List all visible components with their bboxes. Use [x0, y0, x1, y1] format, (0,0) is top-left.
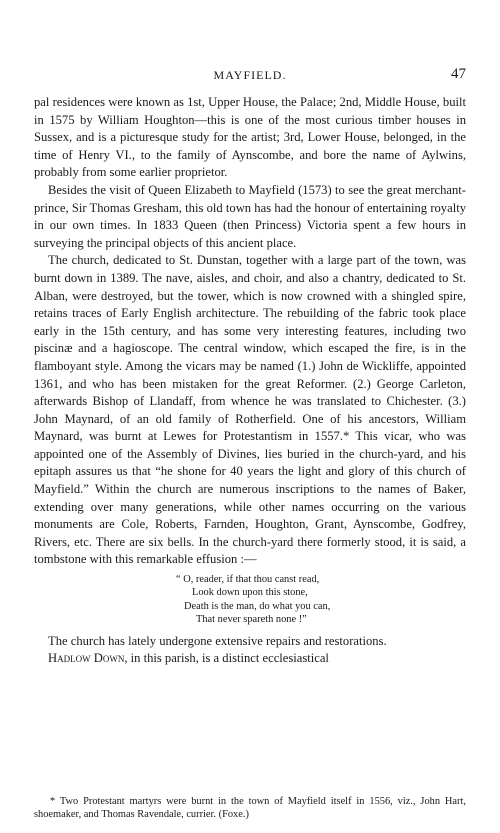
epitaph-poem [34, 573, 466, 627]
running-title: MAYFIELD. [213, 68, 287, 82]
paragraph-hadlow-down-text: in this parish, is a distinct ecclesiastical [127, 651, 329, 666]
page-header [34, 66, 466, 86]
paragraph-church: The church, dedicated to St. Dunstan, together with a large part of the town, was burnt down in 1389. The nave, aisles, and choir, and also a chantry, dedicated to St. Alban, were destroyed, but the tower, which is now crowned with a shingled spire, retains traces of Early English architecture. The rebuilding of the fabric took place early in the 15th century, and has some very interesting features, including two piscinæ and a hagioscope. The central window, which escaped the fire, is in the flamboyant style. Among the vicars may be named (1.) John de Wickliffe, appointed 1361, and who has been mistaken for the great Reformer. (2.) George Carleton, afterwards Bishop of Llandaff, from whence he was translated to Chichester. (3.) John Maynard, of an old family of Rotherfield. One of his ancestors, William Maynard, was burnt at Lewes for Protestantism in 1557.* This vicar, who was appointed one of the Assembly of Divines, lies buried in the church-yard, and his epitaph assures us that “he shone for 40 years the light and glory of this church of Mayfield.” Within the church are numerous inscriptions to the names of Baker, extending over many generations, while other names occurring on the various monuments are Cole, Roberts, Farnden, Houghton, Grant, Aynscombe, Godfrey, Rivers, etc. There are six bells. In the church-yard there formerly stood, it is said, a tombstone with this remarkable effusion :— [34, 253, 466, 567]
place-name-hadlow-down: Hadlow Down, [48, 651, 128, 666]
page-number: 47 [451, 66, 466, 82]
paragraph-residences: pal residences were known as 1st, Upper House, the Palace; 2nd, Middle House, built in 1575 by William Houghton—this is one of the most curious timber houses in Sussex, and is a picturesque study for the artist; 3rd, Lower House, belonged, in the time of Henry VI., to the family of Aynscombe, and bore the name of Aylwins, probably from some earlier proprietor. [34, 95, 466, 180]
poem-line: Death is the man, do what you can, [184, 600, 331, 612]
poem-line: Look down upon this stone, [192, 587, 308, 599]
footnote [34, 795, 466, 821]
poem-line: That never spareth none !” [196, 614, 307, 626]
paragraph-hadlow-down [34, 650, 466, 668]
paragraph-royal-visits: Besides the visit of Queen Elizabeth to Mayfield (1573) to see the great merchant-prince, Sir Thomas Gresham, this old town has had the honour of entertaining royalty in our own times. In 1833 Queen (then Princess) Victoria spent a few hours in surveying the principal objects of this ancient place. [34, 182, 466, 250]
paragraph-restorations: The church has lately undergone extensive repairs and restorations. [48, 633, 387, 648]
body-text [34, 94, 466, 668]
poem-line: “ O, reader, if that thou canst read, [176, 574, 320, 586]
footnote-text: * Two Protestant martyrs were burnt in the town of Mayfield itself in 1556, viz., John Hart, shoemaker, and Thomas Ravendale, currier. (Foxe.) [34, 796, 466, 820]
